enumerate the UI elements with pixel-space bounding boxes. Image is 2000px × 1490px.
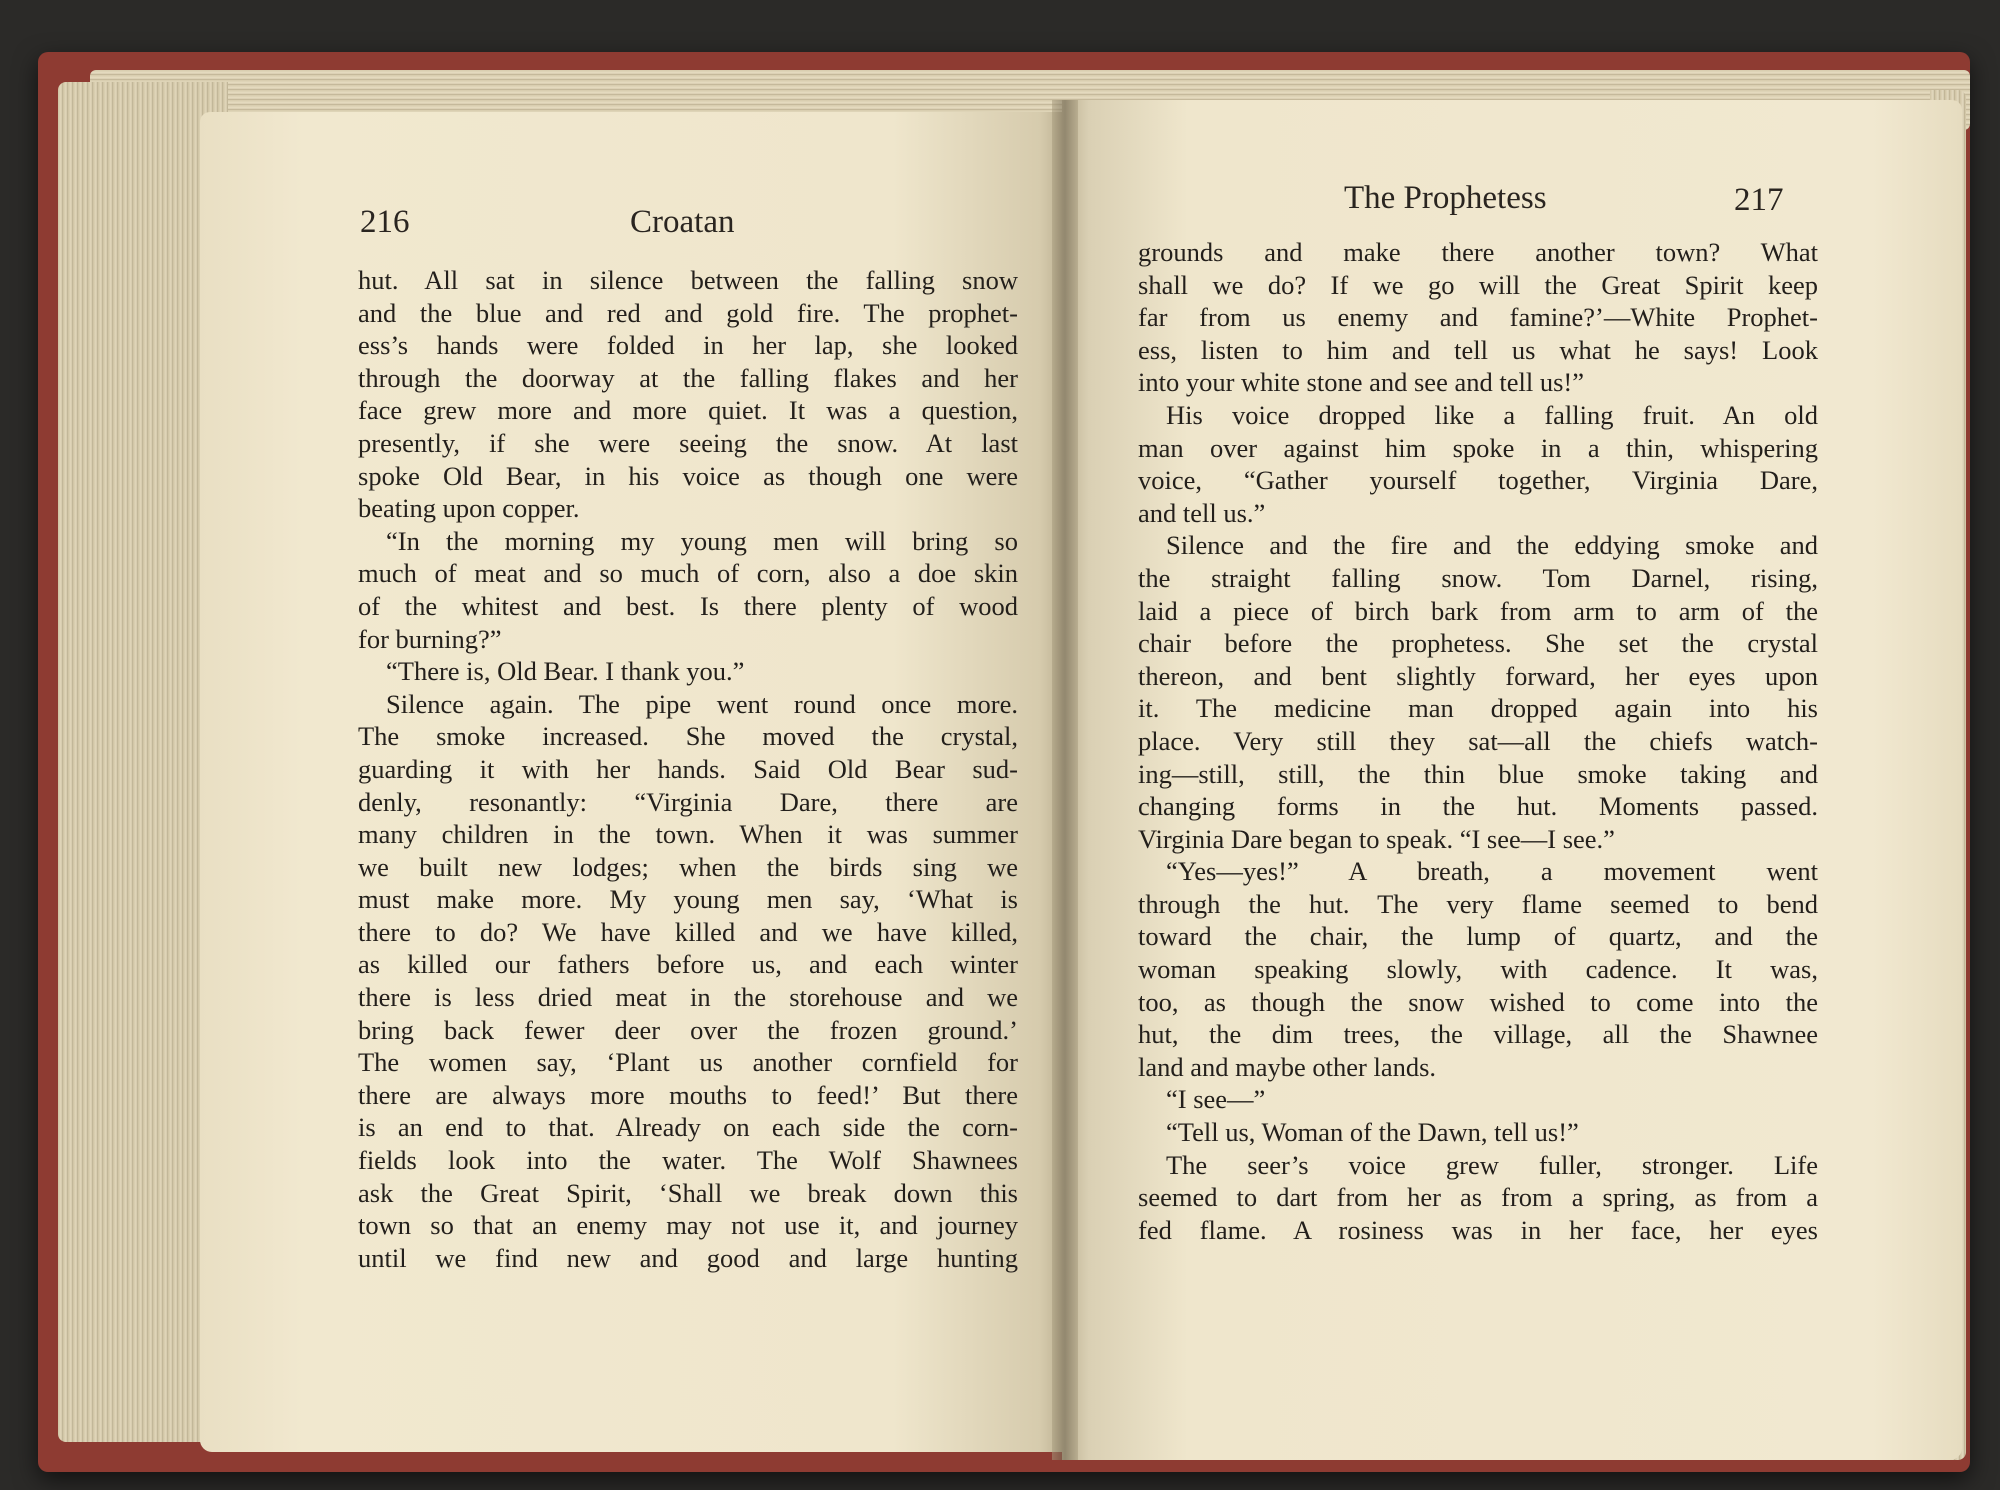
text-line: ing—still, still, the thin blue smoke taking and (1138, 758, 1818, 789)
text-line: and tell us.” (1138, 497, 1266, 528)
text-line: beating upon copper. (358, 493, 580, 524)
text-line: chair before the prophetess. She set the crystal (1138, 628, 1818, 659)
text-line: thereon, and bent slightly forward, her eyes upon (1138, 660, 1818, 691)
text-line: woman speaking slowly, with cadence. It was, (1138, 954, 1818, 985)
text-line: “There is, Old Bear. I thank you.” (386, 656, 745, 687)
text-line: The women say, ‘Plant us another cornfield for (358, 1047, 1018, 1078)
text-line: man over against him spoke in a thin, whispering (1138, 432, 1818, 463)
text-line: guarding it with her hands. Said Old Bear sud- (358, 753, 1018, 784)
text-line: Virginia Dare began to speak. “I see—I see.” (1138, 823, 1615, 854)
text-line: for burning?” (358, 623, 502, 654)
text-line: seemed to dart from her as from a spring, as from a (1138, 1182, 1818, 1213)
book-gutter (1052, 100, 1078, 1460)
text-line: toward the chair, the lump of quartz, and the (1138, 921, 1818, 952)
text-line: through the hut. The very flame seemed to bend (1138, 888, 1818, 919)
text-line: town so that an enemy may not use it, and journey (358, 1210, 1018, 1241)
text-line: there are always more mouths to feed!’ But there (358, 1079, 1018, 1110)
text-line: ess, listen to him and tell us what he says! Look (1138, 334, 1818, 365)
text-line: many children in the town. When it was summer (358, 819, 1018, 850)
right-page-text (1138, 236, 1818, 1246)
text-line: must make more. My young men say, ‘What is (358, 884, 1018, 915)
text-line: Silence and the fire and the eddying smoke and (1166, 530, 1818, 561)
text-line: there to do? We have killed and we have killed, (358, 916, 1018, 947)
text-line: too, as though the snow wished to come into the (1138, 986, 1818, 1017)
text-line: “In the morning my young men will bring so (386, 525, 1018, 556)
left-page-text (358, 264, 1018, 1274)
text-line: fed flame. A rosiness was in her face, her eyes (1138, 1214, 1818, 1245)
text-line: through the doorway at the falling flakes and her (358, 362, 1018, 393)
text-line: into your white stone and see and tell us!” (1138, 367, 1584, 398)
right-page-number: 217 (1734, 182, 1784, 218)
text-line: laid a piece of birch bark from arm to arm of the (1138, 595, 1818, 626)
text-line: until we find new and good and large hunting (358, 1242, 1018, 1273)
text-line: land and maybe other lands. (1138, 1051, 1437, 1082)
text-line: it. The medicine man dropped again into his (1138, 693, 1818, 724)
text-line: place. Very still they sat—all the chiefs watch- (1138, 725, 1818, 756)
text-line: is an end to that. Already on each side the corn- (358, 1112, 1018, 1143)
text-line: face grew more and more quiet. It was a question, (358, 395, 1018, 426)
left-page-number: 216 (360, 204, 410, 240)
left-running-title: Croatan (630, 204, 735, 240)
text-line: spoke Old Bear, in his voice as though one were (358, 460, 1018, 491)
text-line: ess’s hands were folded in her lap, she looked (358, 330, 1018, 361)
text-line: far from us enemy and famine?’—White Prophet- (1138, 302, 1818, 333)
text-line: “Tell us, Woman of the Dawn, tell us!” (1166, 1117, 1579, 1148)
text-line: we built new lodges; when the birds sing we (358, 851, 1018, 882)
text-line: “Yes—yes!” A breath, a movement went (1166, 856, 1818, 887)
text-line: His voice dropped like a falling fruit. An old (1166, 399, 1818, 430)
right-running-title: The Prophetess (1344, 180, 1547, 216)
text-line: The smoke increased. She moved the crystal, (358, 721, 1018, 752)
text-line: there is less dried meat in the storehouse and we (358, 982, 1018, 1013)
text-line: bring back fewer deer over the frozen ground.’ (358, 1014, 1018, 1045)
text-line: presently, if she were seeing the snow. At last (358, 427, 1018, 458)
text-line: shall we do? If we go will the Great Spirit keep (1138, 269, 1818, 300)
text-line: voice, “Gather yourself together, Virginia Dare, (1138, 465, 1818, 496)
text-line: hut. All sat in silence between the falling snow (358, 265, 1018, 295)
text-line: ask the Great Spirit, ‘Shall we break down this (358, 1177, 1018, 1208)
text-line: the straight falling snow. Tom Darnel, rising, (1138, 562, 1818, 593)
text-line: “I see—” (1166, 1084, 1266, 1115)
text-line: denly, resonantly: “Virginia Dare, there are (358, 786, 1018, 817)
text-line: fields look into the water. The Wolf Shawnees (358, 1145, 1018, 1176)
text-line: The seer’s voice grew fuller, stronger. Life (1166, 1149, 1818, 1180)
text-line: and the blue and red and gold fire. The prophet- (358, 297, 1018, 328)
text-line: grounds and make there another town? What (1138, 237, 1818, 267)
text-line: of the whitest and best. Is there plenty of wood (358, 590, 1018, 621)
text-line: hut, the dim trees, the village, all the Shawnee (1138, 1019, 1818, 1050)
text-line: much of meat and so much of corn, also a doe skin (358, 558, 1018, 589)
text-line: Silence again. The pipe went round once more. (386, 688, 1018, 719)
text-line: changing forms in the hut. Moments passed. (1138, 791, 1818, 822)
text-line: as killed our fathers before us, and each winter (358, 949, 1018, 980)
